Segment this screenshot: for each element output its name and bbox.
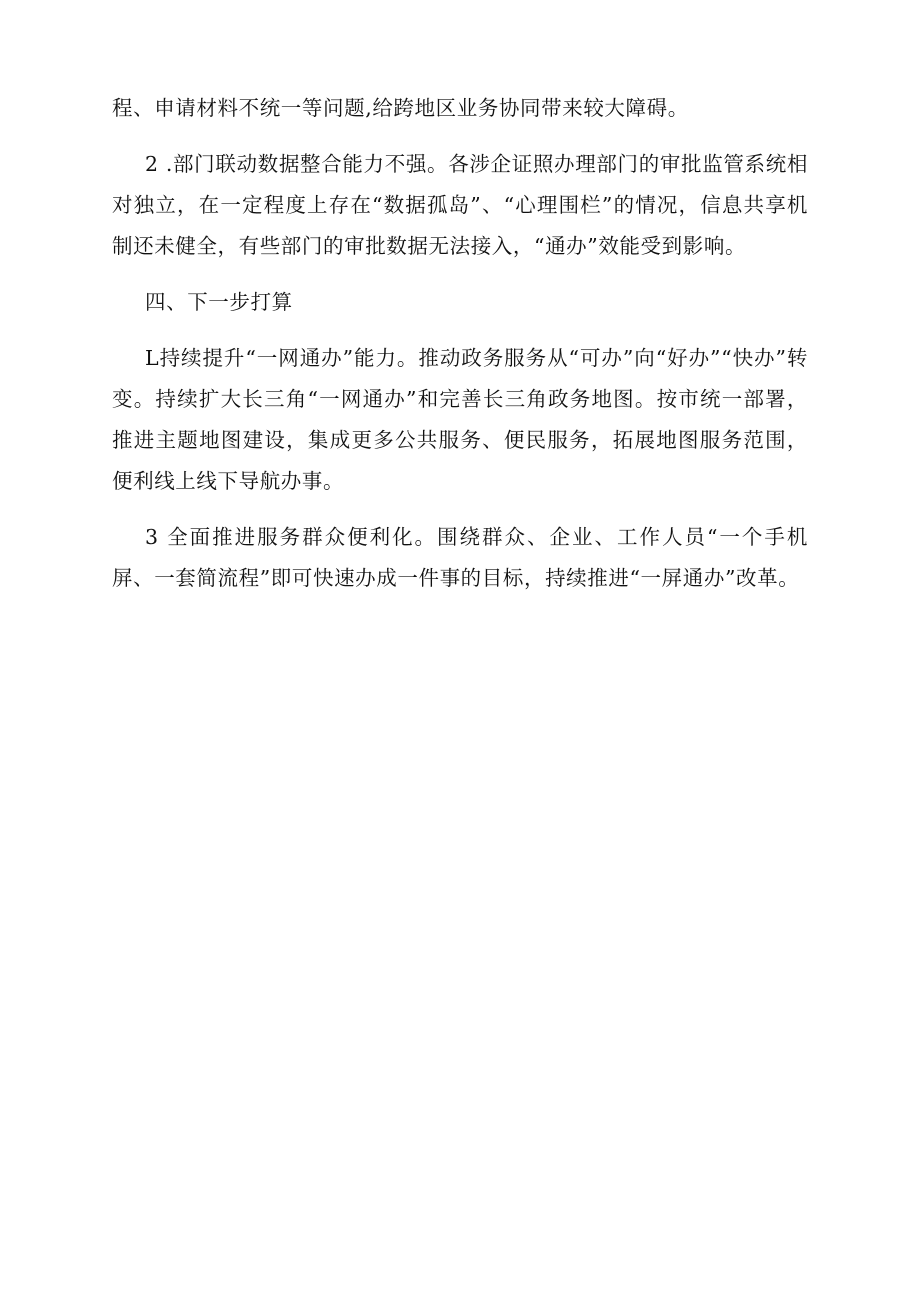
paragraph-continuation: 程、申请材料不统一等问题,给跨地区业务协同带来较大障碍。: [112, 96, 689, 120]
document-body: [112, 88, 808, 599]
paragraph-item-1: L持续提升“一网通办”能力。推动政务服务从“可办”向“好办”“快办”转变。持续扩大长三角“一网通办”和完善长三角政务地图。按市统一部署，推进主题地图建设，集成更多公共服务、便民服务，拓展地图服务范围，便利线上线下导航办事。: [112, 346, 808, 493]
paragraph-item-2: 2 .部门联动数据整合能力不强。各涉企证照办理部门的审批监管系统相对独立，在一定程度上存在“数据孤岛”、“心理围栏”的情况，信息共享机制还未健全，有些部门的审批数据无法接入，“通办”效能受到影响。: [112, 152, 808, 258]
paragraph-item-3: 3 全面推进服务群众便利化。围绕群众、企业、工作人员“一个手机屏、一套简流程”即可快速办成一件事的目标，持续推进“一屏通办”改革。: [112, 525, 808, 590]
section-heading-next-steps: 四、下一步打算: [145, 290, 293, 314]
